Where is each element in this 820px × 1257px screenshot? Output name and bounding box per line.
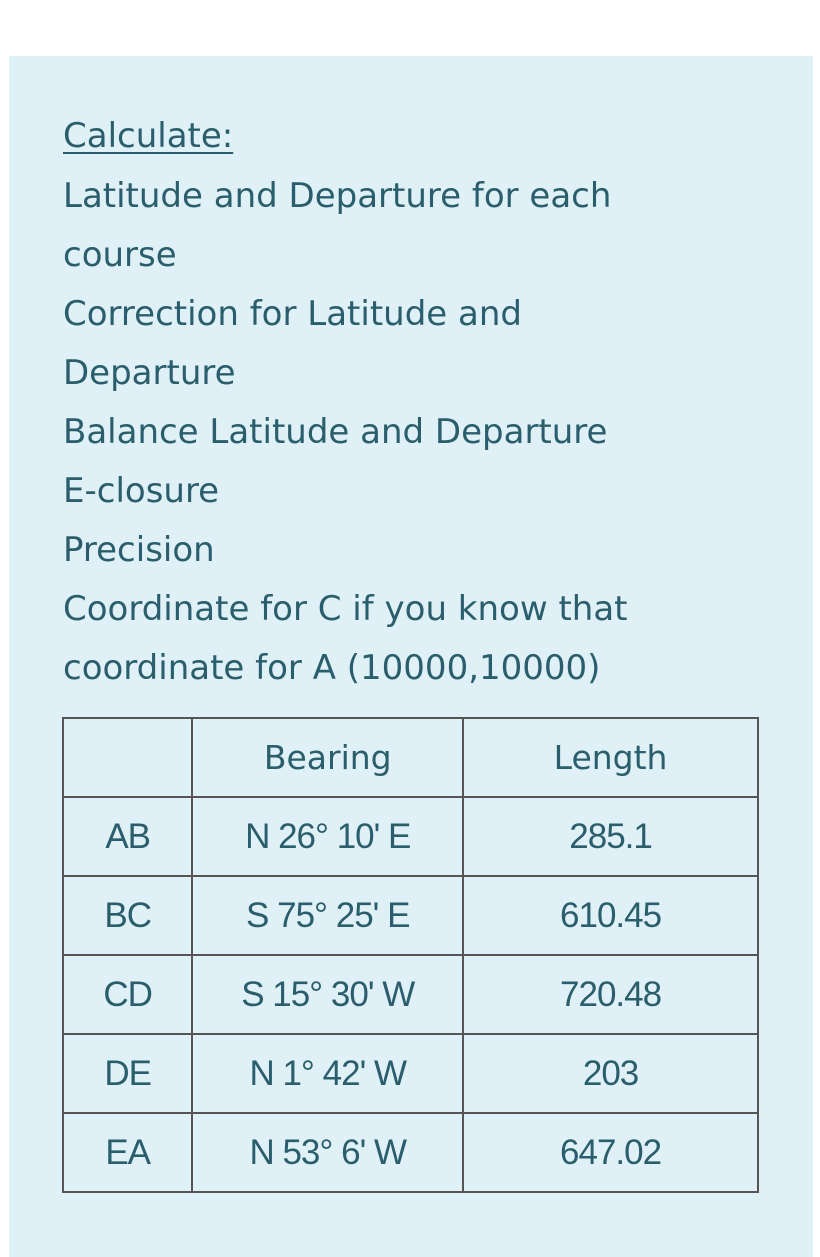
table-row (63, 797, 758, 876)
calculation-line: course (63, 235, 177, 275)
table-row (63, 1034, 758, 1113)
calculation-line: Latitude and Departure for each (63, 176, 612, 216)
traverse-table (62, 717, 759, 1193)
course-cell: CD (63, 955, 192, 1034)
content-card (9, 56, 813, 1257)
header-course (63, 718, 192, 797)
calculation-line: Balance Latitude and Departure (63, 412, 608, 452)
header-length: Length (463, 718, 758, 797)
calculation-line: Departure (63, 353, 236, 393)
length-cell: 720.48 (463, 955, 758, 1034)
table-row (63, 1113, 758, 1192)
calculation-line: Precision (63, 530, 215, 570)
table-row (63, 955, 758, 1034)
course-cell: AB (63, 797, 192, 876)
length-cell: 285.1 (463, 797, 758, 876)
bearing-cell: N 26° 10' E (192, 797, 463, 876)
calculation-line: Coordinate for C if you know that (63, 589, 628, 629)
bearing-cell: N 53° 6' W (192, 1113, 463, 1192)
table-header-row (63, 718, 758, 797)
header-bearing: Bearing (192, 718, 463, 797)
course-cell: DE (63, 1034, 192, 1113)
length-cell: 203 (463, 1034, 758, 1113)
length-cell: 610.45 (463, 876, 758, 955)
course-cell: EA (63, 1113, 192, 1192)
bearing-cell: S 15° 30' W (192, 955, 463, 1034)
calculation-line: coordinate for A (10000,10000) (63, 648, 601, 688)
table-row (63, 876, 758, 955)
calculation-line: Correction for Latitude and (63, 294, 522, 334)
calculation-line: E-closure (63, 471, 220, 511)
length-cell: 647.02 (463, 1113, 758, 1192)
calculate-heading: Calculate: (63, 116, 234, 156)
bearing-cell: S 75° 25' E (192, 876, 463, 955)
course-cell: BC (63, 876, 192, 955)
calculation-list (63, 167, 783, 698)
bearing-cell: N 1° 42' W (192, 1034, 463, 1113)
